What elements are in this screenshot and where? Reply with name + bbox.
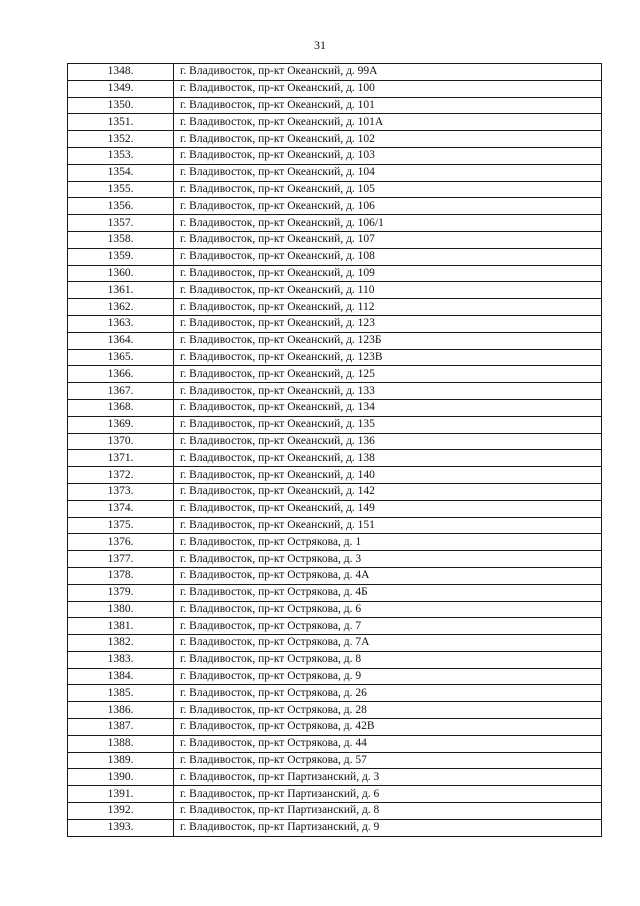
- row-address: г. Владивосток, пр-кт Острякова, д. 28: [174, 702, 602, 719]
- table-row: [68, 719, 602, 736]
- table-row: [68, 584, 602, 601]
- row-address: г. Владивосток, пр-кт Океанский, д. 125: [174, 366, 602, 383]
- row-number: 1356.: [68, 198, 174, 215]
- row-number: 1354.: [68, 164, 174, 181]
- table-row: [68, 416, 602, 433]
- row-number: 1373.: [68, 483, 174, 500]
- row-address: г. Владивосток, пр-кт Острякова, д. 7А: [174, 635, 602, 652]
- row-number: 1392.: [68, 803, 174, 820]
- row-number: 1381.: [68, 618, 174, 635]
- row-number: 1390.: [68, 769, 174, 786]
- row-address: г. Владивосток, пр-кт Океанский, д. 134: [174, 399, 602, 416]
- row-address: г. Владивосток, пр-кт Океанский, д. 133: [174, 383, 602, 400]
- table-row: [68, 114, 602, 131]
- address-table: [67, 63, 602, 837]
- table-row: [68, 433, 602, 450]
- table-row: [68, 651, 602, 668]
- row-number: 1358.: [68, 231, 174, 248]
- table-row: [68, 551, 602, 568]
- table-row: [68, 601, 602, 618]
- row-number: 1378.: [68, 567, 174, 584]
- row-number: 1369.: [68, 416, 174, 433]
- row-address: г. Владивосток, пр-кт Океанский, д. 107: [174, 231, 602, 248]
- page-number: 31: [314, 38, 326, 52]
- table-row: [68, 819, 602, 836]
- table-row: [68, 685, 602, 702]
- table-row: [68, 534, 602, 551]
- row-number: 1374.: [68, 500, 174, 517]
- table-row: [68, 248, 602, 265]
- table-row: [68, 198, 602, 215]
- row-number: 1361.: [68, 282, 174, 299]
- row-address: г. Владивосток, пр-кт Острякова, д. 26: [174, 685, 602, 702]
- row-address: г. Владивосток, пр-кт Острякова, д. 44: [174, 735, 602, 752]
- table-row: [68, 147, 602, 164]
- table-row: [68, 483, 602, 500]
- row-number: 1393.: [68, 819, 174, 836]
- row-number: 1383.: [68, 651, 174, 668]
- row-address: г. Владивосток, пр-кт Океанский, д. 105: [174, 181, 602, 198]
- row-number: 1351.: [68, 114, 174, 131]
- table-row: [68, 635, 602, 652]
- row-number: 1377.: [68, 551, 174, 568]
- row-address: г. Владивосток, пр-кт Океанский, д. 99А: [174, 64, 602, 81]
- row-address: г. Владивосток, пр-кт Острякова, д. 7: [174, 618, 602, 635]
- row-address: г. Владивосток, пр-кт Океанский, д. 123: [174, 315, 602, 332]
- table-row: [68, 181, 602, 198]
- row-number: 1384.: [68, 668, 174, 685]
- row-number: 1380.: [68, 601, 174, 618]
- row-address: г. Владивосток, пр-кт Океанский, д. 123Б: [174, 332, 602, 349]
- table-row: [68, 450, 602, 467]
- row-address: г. Владивосток, пр-кт Океанский, д. 135: [174, 416, 602, 433]
- row-address: г. Владивосток, пр-кт Океанский, д. 104: [174, 164, 602, 181]
- table-row: [68, 282, 602, 299]
- row-number: 1365.: [68, 349, 174, 366]
- row-number: 1376.: [68, 534, 174, 551]
- table-body: [68, 64, 602, 837]
- table-row: [68, 803, 602, 820]
- table-row: [68, 467, 602, 484]
- row-number: 1370.: [68, 433, 174, 450]
- row-address: г. Владивосток, пр-кт Океанский, д. 110: [174, 282, 602, 299]
- row-address: г. Владивосток, пр-кт Острякова, д. 57: [174, 752, 602, 769]
- row-address: г. Владивосток, пр-кт Партизанский, д. 3: [174, 769, 602, 786]
- row-address: г. Владивосток, пр-кт Океанский, д. 123В: [174, 349, 602, 366]
- row-number: 1375.: [68, 517, 174, 534]
- row-number: 1362.: [68, 299, 174, 316]
- table-row: [68, 383, 602, 400]
- row-number: 1382.: [68, 635, 174, 652]
- row-address: г. Владивосток, пр-кт Партизанский, д. 6: [174, 786, 602, 803]
- row-number: 1387.: [68, 719, 174, 736]
- table-row: [68, 500, 602, 517]
- row-address: г. Владивосток, пр-кт Острякова, д. 9: [174, 668, 602, 685]
- row-number: 1371.: [68, 450, 174, 467]
- row-address: г. Владивосток, пр-кт Океанский, д. 101А: [174, 114, 602, 131]
- row-number: 1360.: [68, 265, 174, 282]
- row-address: г. Владивосток, пр-кт Океанский, д. 151: [174, 517, 602, 534]
- row-number: 1353.: [68, 147, 174, 164]
- row-address: г. Владивосток, пр-кт Океанский, д. 106/1: [174, 215, 602, 232]
- row-address: г. Владивосток, пр-кт Партизанский, д. 9: [174, 819, 602, 836]
- row-number: 1389.: [68, 752, 174, 769]
- row-address: г. Владивосток, пр-кт Океанский, д. 136: [174, 433, 602, 450]
- row-number: 1355.: [68, 181, 174, 198]
- row-number: 1363.: [68, 315, 174, 332]
- table-row: [68, 215, 602, 232]
- row-address: г. Владивосток, пр-кт Океанский, д. 140: [174, 467, 602, 484]
- row-number: 1372.: [68, 467, 174, 484]
- row-address: г. Владивосток, пр-кт Острякова, д. 3: [174, 551, 602, 568]
- table-row: [68, 299, 602, 316]
- row-address: г. Владивосток, пр-кт Океанский, д. 142: [174, 483, 602, 500]
- row-address: г. Владивосток, пр-кт Океанский, д. 100: [174, 80, 602, 97]
- row-number: 1350.: [68, 97, 174, 114]
- row-number: 1385.: [68, 685, 174, 702]
- row-address: г. Владивосток, пр-кт Острякова, д. 1: [174, 534, 602, 551]
- row-address: г. Владивосток, пр-кт Океанский, д. 112: [174, 299, 602, 316]
- row-number: 1348.: [68, 64, 174, 81]
- table-row: [68, 349, 602, 366]
- row-address: г. Владивосток, пр-кт Партизанский, д. 8: [174, 803, 602, 820]
- table-row: [68, 668, 602, 685]
- row-number: 1367.: [68, 383, 174, 400]
- row-number: 1391.: [68, 786, 174, 803]
- row-address: г. Владивосток, пр-кт Острякова, д. 42В: [174, 719, 602, 736]
- row-number: 1368.: [68, 399, 174, 416]
- table-row: [68, 702, 602, 719]
- table-row: [68, 265, 602, 282]
- row-address: г. Владивосток, пр-кт Океанский, д. 102: [174, 131, 602, 148]
- row-address: г. Владивосток, пр-кт Острякова, д. 4А: [174, 567, 602, 584]
- row-number: 1388.: [68, 735, 174, 752]
- table-row: [68, 80, 602, 97]
- row-number: 1366.: [68, 366, 174, 383]
- table-row: [68, 366, 602, 383]
- table-row: [68, 752, 602, 769]
- table-row: [68, 618, 602, 635]
- table-row: [68, 231, 602, 248]
- row-number: 1364.: [68, 332, 174, 349]
- row-number: 1349.: [68, 80, 174, 97]
- row-address: г. Владивосток, пр-кт Океанский, д. 106: [174, 198, 602, 215]
- table-row: [68, 332, 602, 349]
- row-address: г. Владивосток, пр-кт Океанский, д. 149: [174, 500, 602, 517]
- table-row: [68, 399, 602, 416]
- row-number: 1379.: [68, 584, 174, 601]
- table-row: [68, 786, 602, 803]
- table-row: [68, 735, 602, 752]
- row-number: 1386.: [68, 702, 174, 719]
- table-row: [68, 315, 602, 332]
- table-row: [68, 164, 602, 181]
- row-address: г. Владивосток, пр-кт Океанский, д. 108: [174, 248, 602, 265]
- row-address: г. Владивосток, пр-кт Океанский, д. 103: [174, 147, 602, 164]
- row-number: 1359.: [68, 248, 174, 265]
- row-number: 1357.: [68, 215, 174, 232]
- table-row: [68, 97, 602, 114]
- row-address: г. Владивосток, пр-кт Острякова, д. 6: [174, 601, 602, 618]
- table-row: [68, 131, 602, 148]
- row-address: г. Владивосток, пр-кт Острякова, д. 8: [174, 651, 602, 668]
- table-row: [68, 567, 602, 584]
- row-number: 1352.: [68, 131, 174, 148]
- row-address: г. Владивосток, пр-кт Острякова, д. 4Б: [174, 584, 602, 601]
- table-row: [68, 64, 602, 81]
- row-address: г. Владивосток, пр-кт Океанский, д. 109: [174, 265, 602, 282]
- table-row: [68, 517, 602, 534]
- row-address: г. Владивосток, пр-кт Океанский, д. 138: [174, 450, 602, 467]
- row-address: г. Владивосток, пр-кт Океанский, д. 101: [174, 97, 602, 114]
- table-row: [68, 769, 602, 786]
